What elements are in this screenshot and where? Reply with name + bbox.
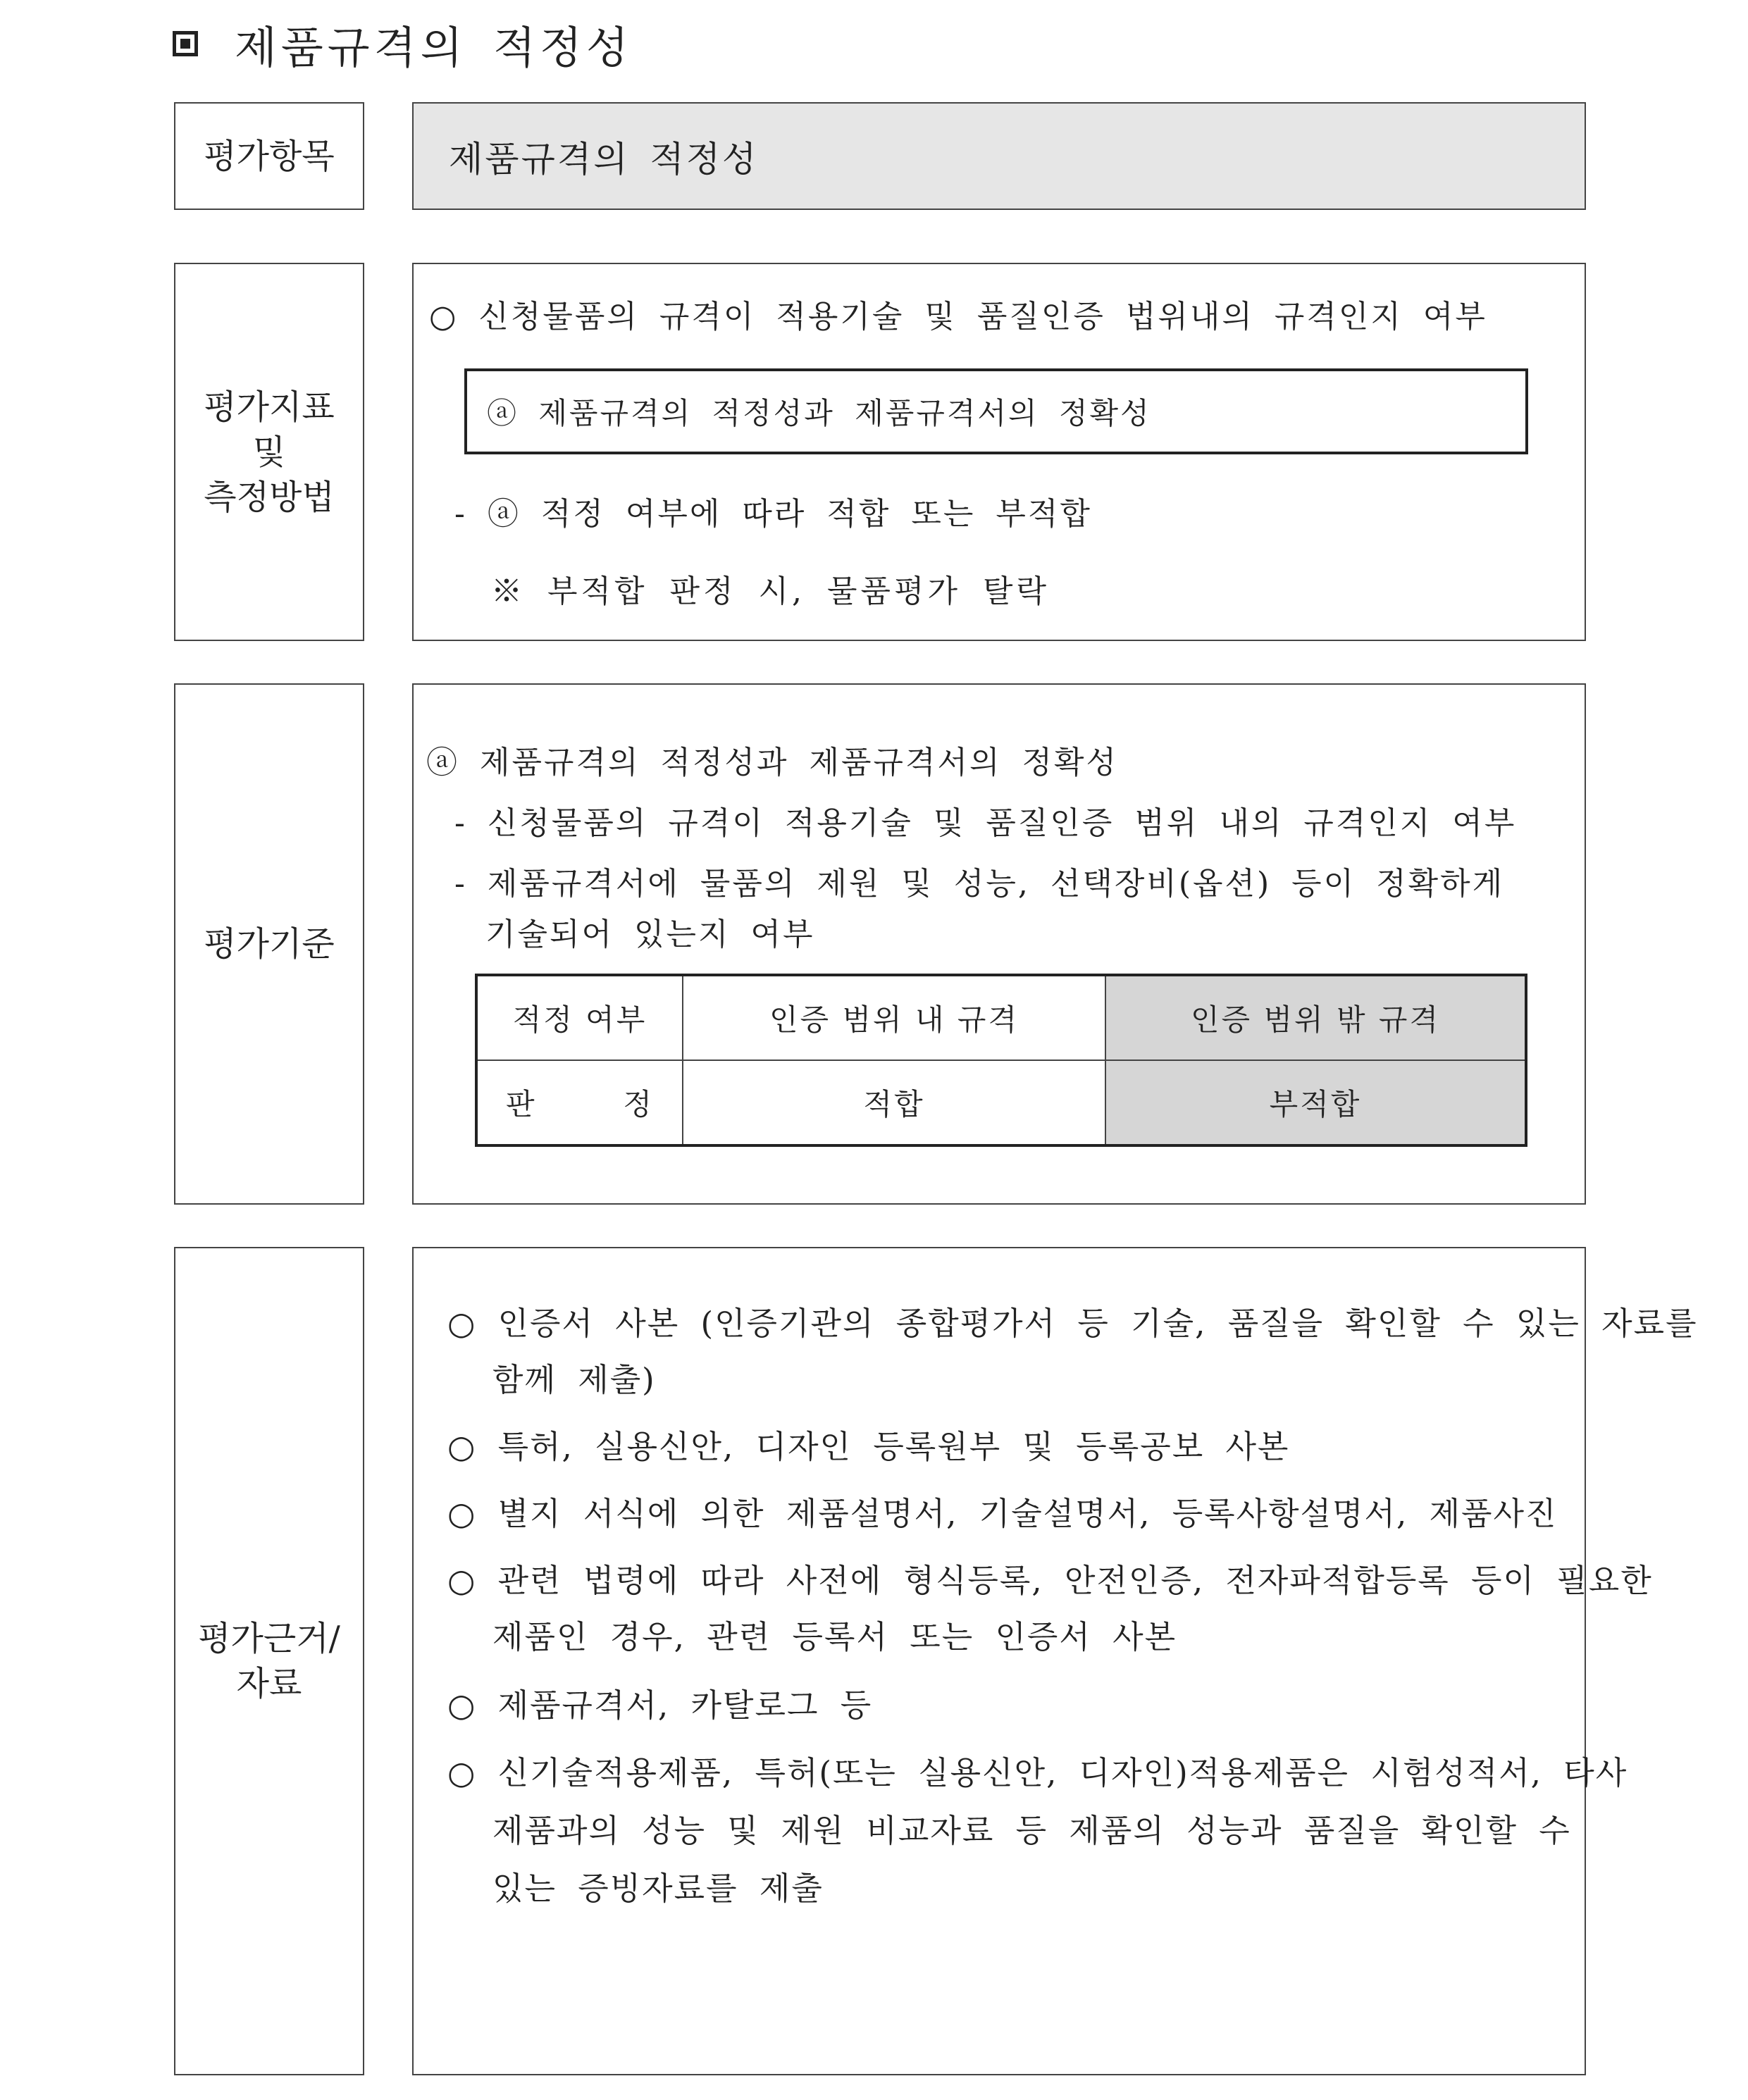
indicator-body-cell bbox=[412, 263, 1586, 641]
indicator-line: ⓐ 제품규격의 적정성과 제품규격서의 정확성 bbox=[487, 396, 1151, 430]
table-row bbox=[476, 1060, 1526, 1145]
indicator-label-line: 측정방법 bbox=[204, 477, 335, 517]
indicator-note: ※ 부적합 판정 시, 물품평가 탈락 bbox=[491, 573, 1050, 609]
basis-line: 있는 증빙자료를 제출 bbox=[492, 1870, 824, 1907]
section-title bbox=[173, 15, 633, 72]
table-cell-pass: 적합 bbox=[683, 1060, 1105, 1145]
item-value-cell bbox=[412, 102, 1586, 210]
indicator-line: ○ 신청물품의 규격이 적용기술 및 품질인증 법위내의 규격인지 여부 bbox=[429, 299, 1487, 335]
criteria-line: ⓐ 제품규격의 적정성과 제품규격서의 정확성 bbox=[426, 745, 1119, 781]
basis-line: ○ 인증서 사본 (인증기관의 종합평가서 등 기술, 품질을 확인할 수 있는 자료를 bbox=[447, 1305, 1698, 1342]
indicator-highlight-box bbox=[464, 368, 1528, 454]
basis-line: 제품과의 성능 및 제원 비교자료 등 제품의 성능과 품질을 확인할 수 bbox=[492, 1812, 1571, 1849]
criteria-label: 평가기준 bbox=[204, 924, 335, 964]
basis-line: ○ 제품규격서, 카탈로그 등 bbox=[447, 1686, 873, 1724]
basis-label-cell bbox=[174, 1247, 364, 2075]
table-header-cell: 인증 범위 내 규격 bbox=[683, 975, 1105, 1060]
judgement-table bbox=[475, 974, 1527, 1147]
criteria-line: - 신청물품의 규격이 적용기술 및 품질인증 범위 내의 규격인지 여부 bbox=[454, 805, 1517, 841]
section-title-text: 제품규격의 적정성 bbox=[235, 21, 633, 73]
indicator-line: - ⓐ 적정 여부에 따라 적합 또는 부적합 bbox=[454, 496, 1092, 532]
black-square-icon bbox=[173, 31, 198, 56]
criteria-label-cell bbox=[174, 683, 364, 1205]
basis-body-cell bbox=[412, 1247, 1698, 2075]
table-cell-fail: 부적합 bbox=[1105, 1060, 1526, 1145]
criteria-line: 기술되어 있는지 여부 bbox=[485, 917, 815, 952]
indicator-label-cell bbox=[174, 263, 364, 641]
table-row bbox=[476, 975, 1526, 1060]
item-label-cell bbox=[174, 102, 364, 210]
table-header-cell: 인증 범위 밖 규격 bbox=[1105, 975, 1526, 1060]
basis-line: 제품인 경우, 관련 등록서 또는 인증서 사본 bbox=[492, 1618, 1177, 1655]
basis-line: ○ 관련 법령에 따라 사전에 형식등록, 안전인증, 전자파적합등록 등이 필요한 bbox=[447, 1562, 1653, 1599]
table-row-label-cell bbox=[476, 1060, 683, 1145]
table-row-label-char: 판 bbox=[506, 1087, 537, 1122]
table-header-cell: 적정 여부 bbox=[476, 975, 683, 1060]
basis-label-line: 평가근거/ bbox=[198, 1619, 340, 1658]
basis-line: ○ 특허, 실용신안, 디자인 등록원부 및 등록공보 사본 bbox=[447, 1428, 1290, 1465]
indicator-label-line: 평가지표 bbox=[204, 387, 335, 427]
item-label: 평가항목 bbox=[204, 136, 335, 176]
indicator-label-line: 및 bbox=[252, 432, 286, 472]
criteria-body-cell bbox=[412, 683, 1586, 1205]
basis-label-line: 자료 bbox=[236, 1664, 302, 1703]
item-value: 제품규격의 적정성 bbox=[449, 138, 759, 180]
basis-line: 함께 제출) bbox=[492, 1361, 656, 1398]
basis-line: ○ 신기술적용제품, 특허(또는 실용신안, 디자인)적용제품은 시험성적서, 타사 bbox=[447, 1754, 1628, 1791]
criteria-line: - 제품규격서에 물품의 제원 및 성능, 선택장비(옵션) 등이 정확하게 bbox=[454, 866, 1505, 902]
table-row-label-char: 정 bbox=[623, 1087, 654, 1122]
basis-line: ○ 별지 서식에 의한 제품설명서, 기술설명서, 등록사항설명서, 제품사진 bbox=[447, 1495, 1558, 1532]
